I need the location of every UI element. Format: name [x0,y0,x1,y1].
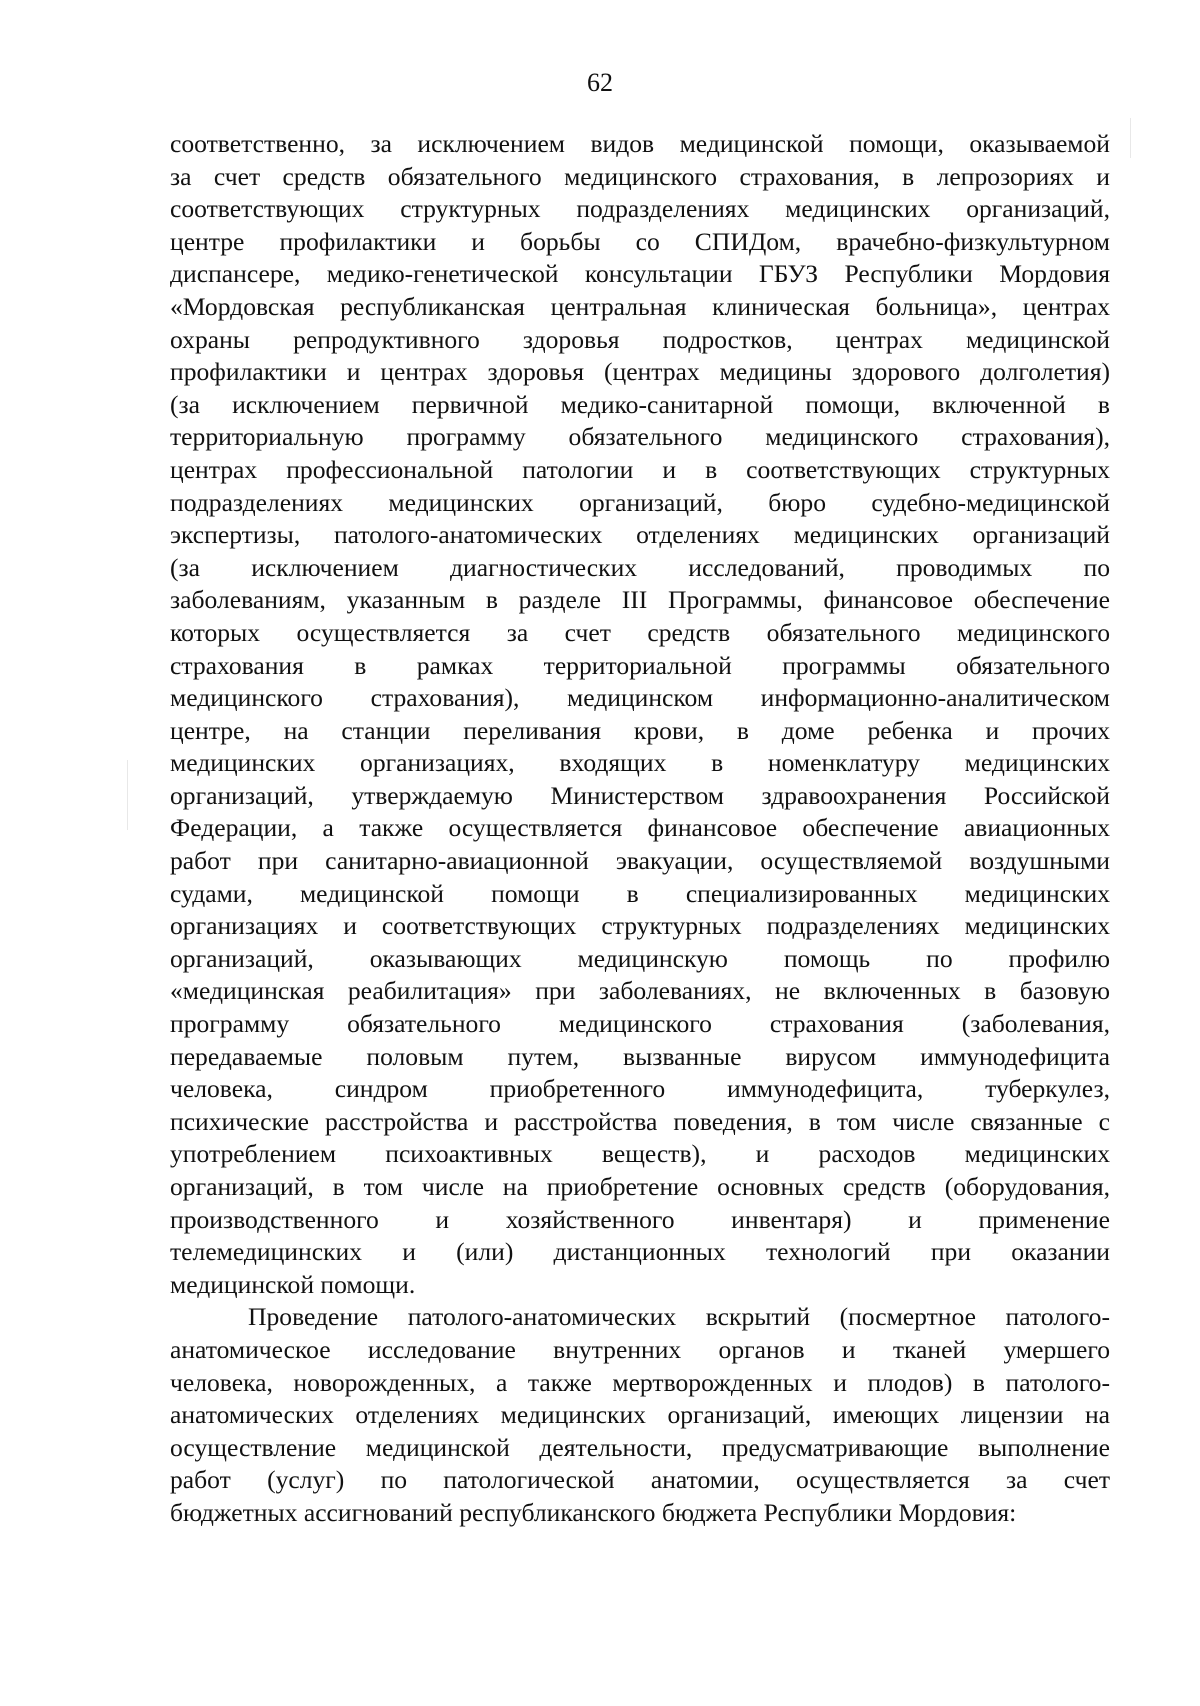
text-line: Федерации, а также осуществляется финансовое обеспечение авиационных [170,813,1110,843]
paragraph-2 [170,1301,1110,1529]
scan-artifact-line [1130,118,1131,158]
text-line: диспансере, медико-генетической консультации ГБУЗ Республики Мордовия [170,259,1110,289]
paragraph-1 [170,128,1110,1301]
text-line: медицинских организациях, входящих в номенклатуру медицинских [170,748,1110,778]
text-line: охраны репродуктивного здоровья подростков, центрах медицинской [170,324,1110,354]
page-number: 62 [587,68,613,97]
text-line: человека, синдром приобретенного иммунодефицита, туберкулез, [170,1074,1110,1104]
text-line: «медицинская реабилитация» при заболеваниях, не включенных в базовую [170,976,1110,1006]
text-line: работ (услуг) по патологической анатомии, осуществляется за счет [170,1465,1110,1495]
text-line: программу обязательного медицинского страхования (заболевания, [170,1009,1110,1039]
text-line: работ при санитарно-авиационной эвакуации, осуществляемой воздушными [170,846,1110,876]
text-line: медицинского страхования), медицинском информационно-аналитическом [170,683,1110,713]
text-line: центре, на станции переливания крови, в доме ребенка и прочих [170,715,1110,745]
scan-artifact-line [127,760,128,830]
text-line: психические расстройства и расстройства поведения, в том числе связанные с [170,1106,1110,1136]
text-line: анатомическое исследование внутренних органов и тканей умершего [170,1334,1110,1364]
text-line: организаций, утверждаемую Министерством здравоохранения Российской [170,780,1110,810]
text-line: судами, медицинской помощи в специализированных медицинских [170,878,1110,908]
text-line: территориальную программу обязательного медицинского страхования), [170,422,1110,452]
text-line: производственного и хозяйственного инвентаря) и применение [170,1204,1110,1234]
text-line: медицинской помощи. [170,1269,416,1299]
text-line: употреблением психоактивных веществ), и расходов медицинских [170,1139,1110,1169]
text-line: центрах профессиональной патологии и в соответствующих структурных [170,454,1110,484]
text-line: организациях и соответствующих структурных подразделениях медицинских [170,911,1110,941]
text-line: бюджетных ассигнований республиканского бюджета Республики Мордовия: [170,1497,1017,1527]
text-line: передаваемые половым путем, вызванные вирусом иммунодефицита [170,1041,1110,1071]
text-line: телемедицинских и (или) дистанционных технологий при оказании [170,1237,1110,1267]
text-line: которых осуществляется за счет средств обязательного медицинского [170,617,1110,647]
text-line: за счет средств обязательного медицинского страхования, в лепрозориях и [170,161,1110,191]
text-line: анатомических отделениях медицинских организаций, имеющих лицензии на [170,1400,1110,1430]
text-line: подразделениях медицинских организаций, бюро судебно-медицинской [170,487,1110,517]
text-line: (за исключением первичной медико-санитарной помощи, включенной в [170,389,1110,419]
text-line: организаций, оказывающих медицинскую помощь по профилю [170,943,1110,973]
text-line: Проведение патолого-анатомических вскрытий (посмертное патолого- [248,1302,1110,1332]
text-line: организаций, в том числе на приобретение основных средств (оборудования, [170,1172,1110,1201]
text-line: осуществление медицинской деятельности, предусматривающие выполнение [170,1432,1110,1462]
text-line: человека, новорожденных, а также мертворожденных и плодов) в патолого- [170,1367,1110,1397]
text-line: экспертизы, патолого-анатомических отделениях медицинских организаций [170,520,1110,550]
text-line: страхования в рамках территориальной программы обязательного [170,650,1110,680]
body-text [170,128,1110,1530]
text-line: соответствующих структурных подразделениях медицинских организаций, [170,194,1110,224]
text-line: профилактики и центрах здоровья (центрах медицины здорового долголетия) [170,357,1110,387]
text-line: центре профилактики и борьбы со СПИДом, врачебно-физкультурном [170,226,1110,256]
text-line: соответственно, за исключением видов медицинской помощи, оказываемой [170,129,1110,158]
text-line: заболеваниям, указанным в разделе III Программы, финансовое обеспечение [170,585,1110,615]
text-line: «Мордовская республиканская центральная клиническая больница», центрах [170,291,1110,321]
text-line: (за исключением диагностических исследований, проводимых по [170,552,1110,582]
